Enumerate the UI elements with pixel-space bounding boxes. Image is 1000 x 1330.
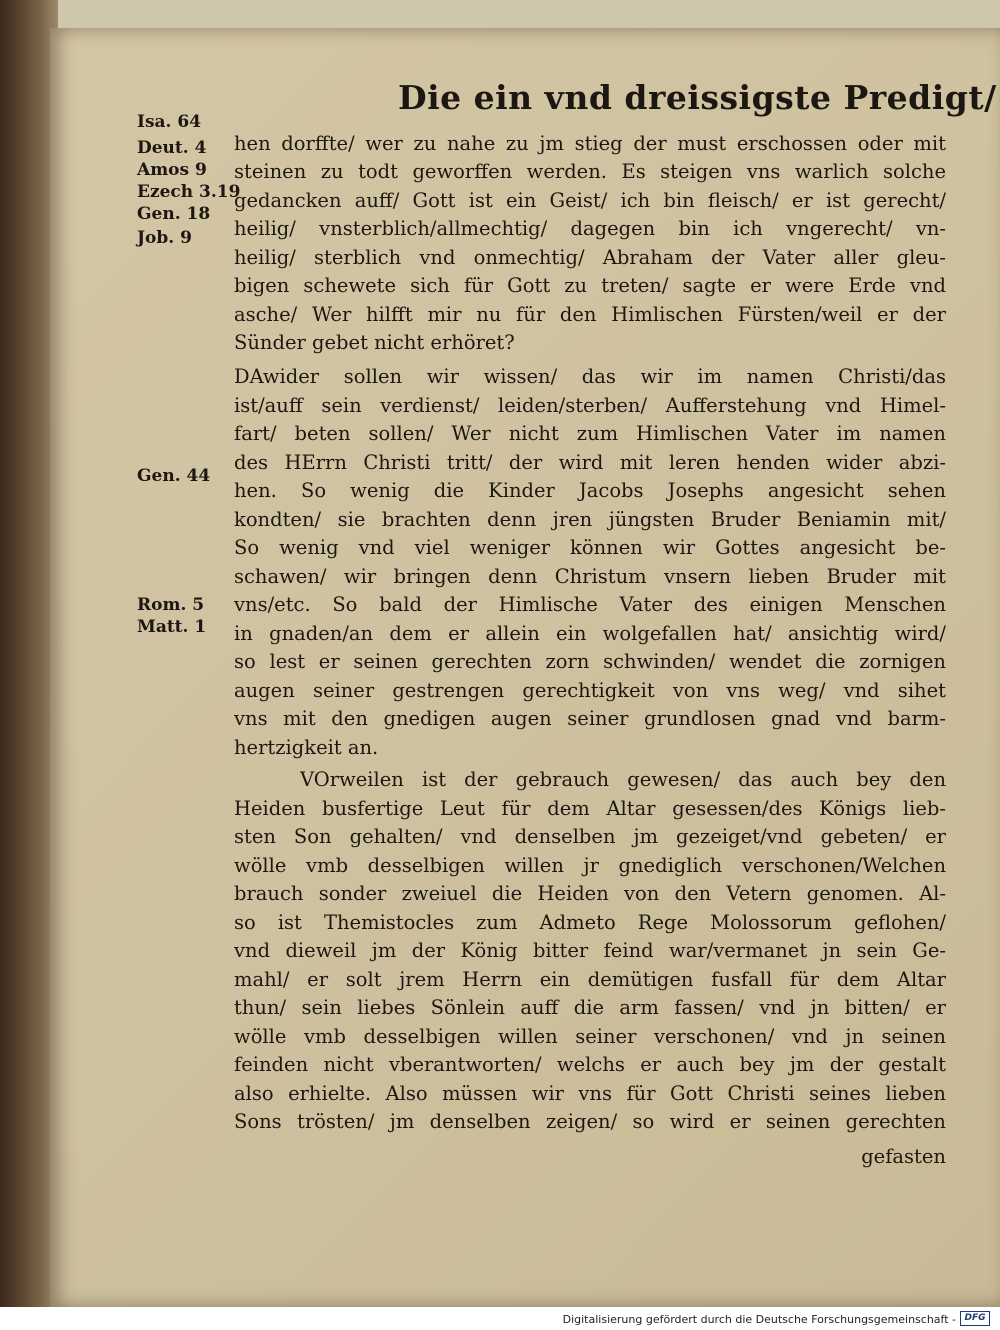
margin-note: Isa. 64 (137, 112, 202, 132)
margin-note: Amos 9 (137, 160, 207, 180)
text-line: Heiden busfertige Leut für dem Altar gesessen/des Königs lieb- (234, 797, 946, 820)
margin-note: Job. 9 (137, 228, 192, 248)
text-line: des HErrn Christi tritt/ der wird mit leren henden wider abzi- (234, 451, 946, 474)
text-line: fart/ beten sollen/ Wer nicht zum Himlischen Vater im namen (234, 422, 946, 445)
dfg-logo-icon: DFG (960, 1311, 990, 1326)
text-line: so ist Themistocles zum Admeto Rege Molossorum geflohen/ (234, 911, 946, 934)
text-line: so lest er seinen gerechten zorn schwinden/ wendet die zornigen (234, 650, 946, 673)
text-line: hen dorffte/ wer zu nahe zu jm stieg der must erschossen oder mit (234, 132, 946, 155)
text-line: vnd dieweil jm der König bitter feind war/vermanet jn sein Ge- (234, 939, 946, 962)
text-line: augen seiner gestrengen gerechtigkeit von vns weg/ vnd sihet (234, 679, 946, 702)
text-line: schawen/ wir bringen denn Christum vnsern lieben Bruder mit (234, 565, 946, 588)
running-head: Die ein vnd dreissigste Predigt/ (398, 78, 997, 117)
text-line: brauch sonder zweiuel die Heiden von den Vetern genomen. Al- (234, 882, 946, 905)
text-line: VOrweilen ist der gebrauch gewesen/ das auch bey den (300, 768, 946, 791)
text-line: sten Son gehalten/ vnd denselben jm gezeiget/vnd gebeten/ er (234, 825, 946, 848)
text-line: feinden nicht vberantworten/ welchs er auch bey jm der gestalt (234, 1053, 946, 1076)
text-line: asche/ Wer hilfft mir nu für den Himlischen Fürsten/weil er der (234, 303, 946, 326)
text-line: ist/auff sein verdienst/ leiden/sterben/ Aufferstehung vnd Himel- (234, 394, 946, 417)
margin-note: Ezech 3.19 (137, 182, 241, 202)
text-line: Sünder gebet nicht erhöret? (234, 331, 515, 354)
text-line: vns/etc. So bald der Himlische Vater des einigen Menschen (234, 593, 946, 616)
text-line: bigen schewete sich für Gott zu treten/ sagte er were Erde vnd (234, 274, 946, 297)
text-line: heilig/ vnsterblich/allmechtig/ dagegen bin ich vngerecht/ vn- (234, 217, 946, 240)
text-line: mahl/ er solt jrem Herrn ein demütigen fusfall für dem Altar (234, 968, 946, 991)
text-line: hertzigkeit an. (234, 736, 379, 759)
text-line: wölle vmb desselbigen willen seiner verschonen/ vnd jn seinen (234, 1025, 946, 1048)
catchword: gefasten (861, 1145, 946, 1168)
text-line: So wenig vnd viel weniger können wir Gottes angesicht be- (234, 536, 946, 559)
text-line: kondten/ sie brachten denn jren jüngsten Bruder Beniamin mit/ (234, 508, 946, 531)
footer-credit: Digitalisierung gefördert durch die Deutsche Forschungsgemeinschaft - (562, 1313, 956, 1326)
text-line: gedancken auff/ Gott ist ein Geist/ ich bin fleisch/ er ist gerecht/ (234, 189, 946, 212)
text-line: also erhielte. Also müssen wir vns für Gott Christi seines lieben (234, 1082, 946, 1105)
margin-note: Gen. 18 (137, 204, 211, 224)
text-line: DAwider sollen wir wissen/ das wir im namen Christi/das (234, 365, 946, 388)
margin-note: Gen. 44 (137, 466, 211, 486)
text-line: in gnaden/an dem er allein ein wolgefallen hat/ ansichtig wird/ (234, 622, 946, 645)
text-line: hen. So wenig die Kinder Jacobs Josephs angesicht sehen (234, 479, 946, 502)
margin-note: Rom. 5 (137, 595, 205, 615)
text-line: Sons trösten/ jm denselben zeigen/ so wird er seinen gerechten (234, 1110, 946, 1133)
margin-note: Deut. 4 (137, 138, 207, 158)
text-line: steinen zu todt geworffen werden. Es steigen vns warlich solche (234, 160, 946, 183)
margin-note: Matt. 1 (137, 617, 207, 637)
text-line: thun/ sein liebes Sönlein auff die arm fassen/ vnd jn bitten/ er (234, 996, 946, 1019)
text-line: heilig/ sterblich vnd onmechtig/ Abraham der Vater aller gleu- (234, 246, 946, 269)
text-line: vns mit den gnedigen augen seiner grundlosen gnad vnd barm- (234, 707, 946, 730)
text-line: wölle vmb desselbigen willen jr gnediglich verschonen/Welchen (234, 854, 946, 877)
